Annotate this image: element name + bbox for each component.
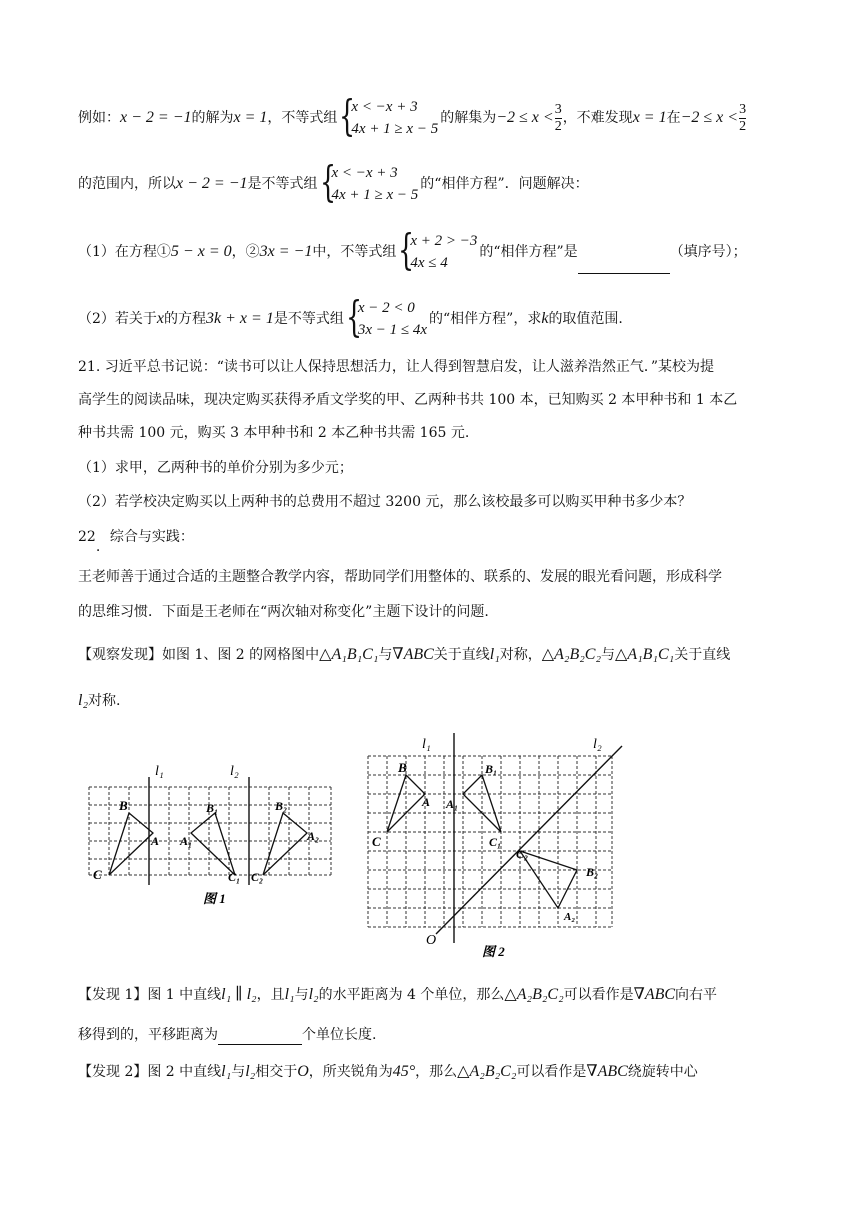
- svg-text:A₂: A₂: [564, 911, 576, 923]
- p21-sub-1: （1）求甲，乙两种书的单价分别为多少元；: [78, 460, 353, 476]
- triangle-a2b2c2: [263, 813, 307, 875]
- text: 的“相伴方程”．问题解决：: [420, 176, 589, 192]
- svg-text:A₂: A₂: [307, 829, 320, 843]
- question-2: （2）若关于x的方程3k + x = 1是不等式组 { x − 2 < 0 3x − 1 ≤ 4x 的“相伴方程”，求k的取值范围.: [78, 292, 623, 341]
- svg-text:B₁: B₁: [206, 801, 219, 815]
- example-line-2: [78, 157, 589, 206]
- svg-text:A: A: [422, 795, 431, 809]
- figure-2-caption: 图 2: [482, 944, 505, 959]
- p21-sub-2: （2）若学校决定购买以上两种书的总费用不超过 3200 元，那么该校最多可以购买甲种书多少本？: [78, 494, 692, 510]
- origin-label: O: [426, 933, 437, 948]
- problem-title: 综合与实践：: [109, 529, 194, 545]
- answer-blank[interactable]: [578, 253, 670, 274]
- text: 的解集为: [440, 110, 497, 126]
- discovery-1-line-2: 移得到的，平移距离为 个单位长度.: [78, 1024, 376, 1045]
- label-l1: l₁: [155, 764, 164, 779]
- inequality-system: { x − 2 < 0 3x − 1 ≤ 4x: [345, 292, 427, 341]
- problem-number: 22: [78, 529, 96, 545]
- svg-text:B: B: [398, 760, 407, 775]
- text: 的解为: [191, 110, 234, 126]
- svg-text:C₂: C₂: [251, 870, 264, 884]
- label-l2: l₂: [230, 764, 239, 779]
- triangle-a2b2c2: [520, 851, 577, 908]
- p22-heading: 22.综合与实践：: [78, 529, 194, 555]
- p22-observe-2: l₂对称.: [78, 692, 121, 709]
- text: ，不等式组: [267, 110, 338, 126]
- p21-line-2: 高学生的阅读品味，现决定购买获得矛盾文学奖的甲、乙两种书共 100 本，已知购买 2 本甲种书和 1 本乙: [78, 392, 738, 408]
- discovery-1-line-1: 【发现 1】图 1 中直线l₁ ∥ l₂，且l₁与l₂的水平距离为 4 个单位，那么△A₂B₂C₂可以看作是∇ABC向右平: [78, 986, 718, 1003]
- figure-2: [360, 728, 625, 968]
- text: ，不难发现: [562, 110, 633, 126]
- range: −2 ≤ x <: [496, 109, 554, 126]
- svg-text:C: C: [372, 834, 381, 849]
- range: −2 ≤ x <: [680, 109, 739, 126]
- text: 在: [666, 110, 681, 126]
- svg-text:A: A: [151, 834, 160, 848]
- fraction: $\frac{3}{2}$: [739, 101, 747, 134]
- triangle-a1b1c1: [191, 813, 235, 875]
- svg-text:C₁: C₁: [489, 835, 502, 849]
- svg-text:A₁: A₁: [180, 834, 193, 848]
- svg-text:C: C: [93, 867, 102, 882]
- svg-text:B₁: B₁: [485, 762, 498, 776]
- fraction: $\frac{3}{2}$: [554, 101, 562, 134]
- line-l2: [436, 746, 622, 934]
- question-1: （1）在方程①5 − x = 0，②3x = −1中，不等式组 { x + 2 > −3 4x ≤ 4 的“相伴方程”是 （填序号）；: [78, 225, 747, 274]
- svg-text:C₂: C₂: [516, 847, 529, 861]
- equation: x − 2 = −1: [120, 109, 192, 126]
- figure-1-caption: 图 1: [203, 891, 226, 906]
- triangle-abc: [109, 813, 153, 875]
- svg-text:B₂: B₂: [275, 799, 288, 813]
- label-l2: l₂: [593, 737, 602, 752]
- equation: x − 2 = −1: [176, 175, 248, 192]
- svg-text:C₁: C₁: [228, 870, 241, 884]
- solution: x = 1: [632, 109, 667, 126]
- text: 的范围内，所以: [78, 176, 176, 192]
- text: 例如：: [78, 110, 120, 126]
- p22-intro-1: 王老师善于通过合适的主题整合教学内容，帮助同学们用整体的、联系的、发展的眼光看问题，形成科学: [78, 569, 722, 585]
- text: 是不等式组: [247, 176, 318, 192]
- svg-text:A₁: A₁: [446, 797, 459, 811]
- p21-line-1: 21. 习近平总书记说：“读书可以让人保持思想活力，让人得到智慧启发，让人滋养浩然正气．”某校为提: [78, 359, 715, 375]
- svg-text:B: B: [119, 798, 128, 813]
- example-line-1: [78, 91, 747, 140]
- figure-1: [85, 755, 335, 915]
- inequality-system: { x + 2 > −3 4x ≤ 4: [398, 225, 478, 274]
- label-l1: l₁: [422, 737, 431, 752]
- p22-observe-1: 【观察发现】如图 1、图 2 的网格图中△A₁B₁C₁与∇ABC关于直线l₁对称，△A₂B₂C₂与△A₁B₁C₁关于直线: [78, 646, 731, 663]
- inequality-system: { x < −x + 3 4x + 1 ≥ x − 5: [319, 157, 419, 206]
- answer-blank[interactable]: [218, 1024, 302, 1045]
- solution: x = 1: [233, 109, 268, 126]
- p22-intro-2: 的思维习惯．下面是王老师在“两次轴对称变化”主题下设计的问题.: [78, 604, 489, 620]
- svg-text:B₂: B₂: [586, 865, 599, 879]
- discovery-2-line-1: 【发现 2】图 2 中直线l₁与l₂相交于O，所夹锐角为45°，那么△A₂B₂C₂可以看作是∇ABC绕旋转中心: [78, 1063, 698, 1080]
- inequality-system: { x < −x + 3 4x + 1 ≥ x − 5: [339, 91, 439, 140]
- p21-line-3: 种书共需 100 元，购买 3 本甲种书和 2 本乙种书共需 165 元.: [78, 425, 470, 441]
